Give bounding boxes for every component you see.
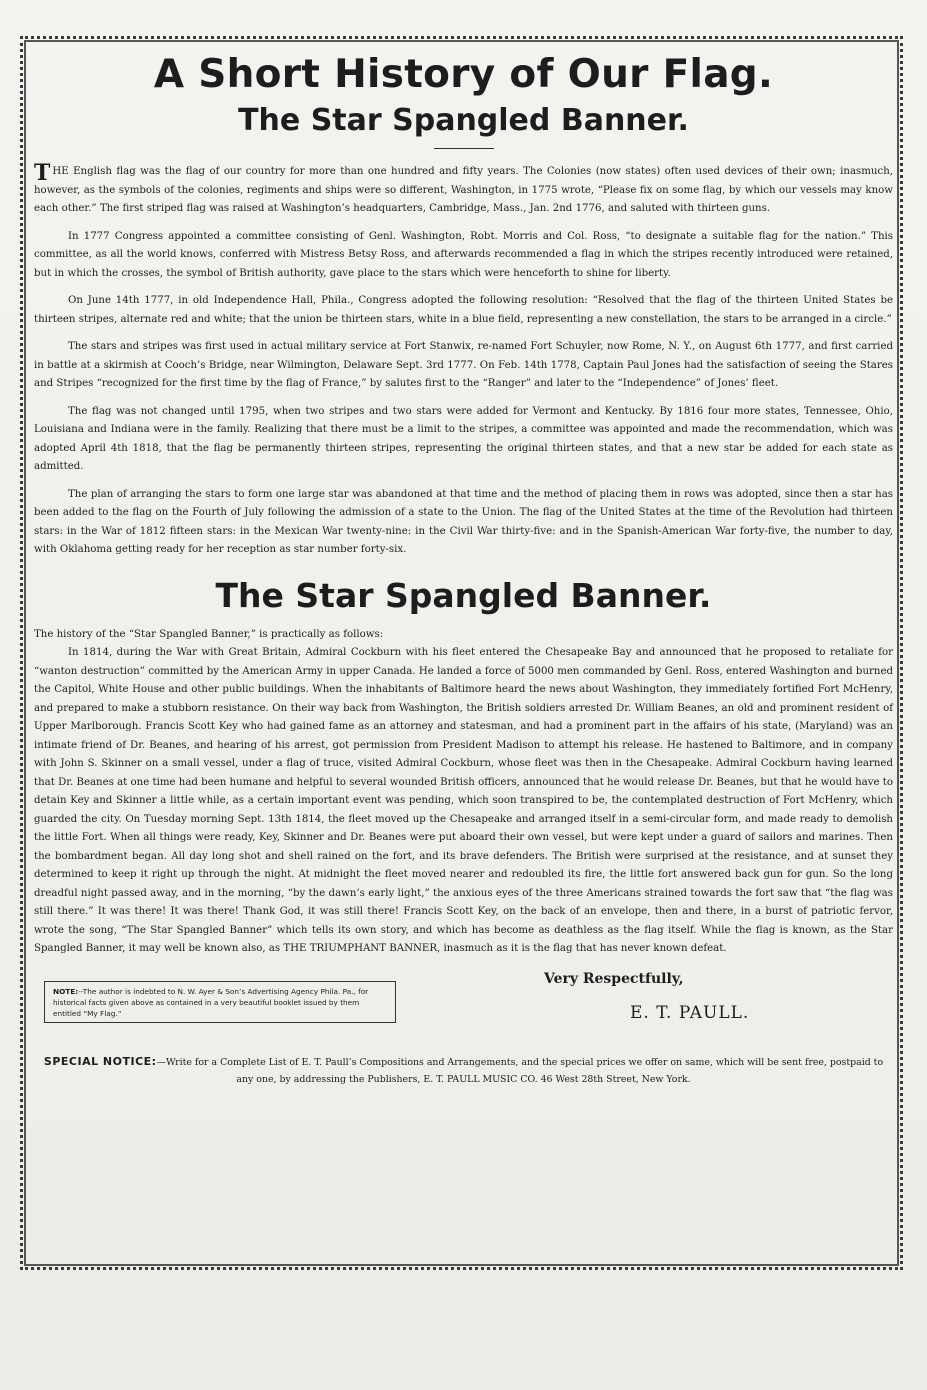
history-paragraph-2: In 1777 Congress appointed a committee consisting of Genl. Washington, Robt. Morris and Col. Ross, “to designate a suitable flag for the nation.” This committee, as all the world knows, conferred with Mistress Betsy Ross, and afterwards recommended a flag in which the stripes recently introduced were retained, but in which the crosses, the symbol of British authority, gave place to the stars which were henceforth to shine for liberty.: [34, 230, 893, 279]
special-notice-text: —Write for a Complete List of E. T. Paull’s Compositions and Arrangements, and the special prices we offer on same, which will be sent free, postpaid to any one, by addressing the Publishers, E. T. PAULL MUSIC CO. 46 West 28th Street, New York.: [156, 1056, 884, 1085]
note-box: [44, 981, 396, 1023]
closing-section: [34, 967, 893, 1037]
history-paragraph-6: The plan of arranging the stars to form one large star was abandoned at that time and the method of placing them in rows was adopted, since then a star has been added to the flag on the Fourth of July following the admission of a state to the Union. The flag of the United States at the time of the Revolution had thirteen stars: in the War of 1812 fifteen stars: in the Mexican War twenty-nine: in the Civil War thirty-five: and in the Spanish-American War forty-five, the number to day, with Oklahoma getting ready for her reception as star number forty-six.: [34, 488, 893, 555]
drop-cap: T: [34, 160, 51, 186]
author-name: E. T. PAULL.: [630, 1002, 750, 1023]
history-paragraph-1: [34, 160, 893, 219]
page-subtitle: The Star Spangled Banner.: [238, 103, 689, 138]
salutation: Very Respectfully,: [544, 970, 684, 987]
history-paragraph-4: The stars and stripes was first used in actual military service at Fort Stanwix, re-named Fort Schuyler, now Rome, N. Y., on August 6th 1777, and first carried in battle at a skirmish at Cooch’s Bridge, near Wilmington, Delaware Sept. 3rd 1777. On Feb. 14th 1778, Captain Paul Jones had the satisfaction of seeing the Stares and Stripes “recognized for the first time by the flag of France,” by salutes first to the “Ranger” and later to the “Independence” of Jones’ fleet.: [34, 341, 893, 389]
history-paragraph-3: On June 14th 1777, in old Independence Hall, Phila., Congress adopted the following resolution: “Resolved that the flag of the thirteen United States be thirteen stripes, alternate red and white; that the union be thirteen stars, white in a blue field, representing a new constellation, the stars to be arranged in a circle.”: [34, 295, 893, 325]
history-paragraph-5: The flag was not changed until 1795, when two stripes and two stars were added for Vermont and Kentucky. By 1816 four more states, Tennessee, Ohio, Louisiana and Indiana were in the family. Realizing that there must be a limit to the stripes, a committee was appointed and made the recommendation, which was adopted April 4th 1818, that the flag be permanently thirteen stripes, representing the original thirteen states, and that a new star be added for each state as admitted.: [34, 405, 893, 472]
history-paragraph-1-text: HE English flag was the flag of our country for more than one hundred and fifty years. The Colonies (now states) often used devices of their own; inasmuch, however, as the symbols of the colonies, regiments and ships were so different, Washington, in 1775 wrote, “Please fix on some flag, by which our vessels may know each other.” The first striped flag was raised at Washington’s headquarters, Cambridge, Mass., Jan. 2nd 1776, and saluted with thirteen guns.: [34, 166, 893, 214]
page-title: A Short History of Our Flag.: [153, 52, 774, 97]
document-body: [34, 52, 893, 1088]
banner-body: In 1814, during the War with Great Britain, Admiral Cockburn with his fleet entered the Chesapeake Bay and announced that he proposed to retaliate for “wanton destruction” committed by the American Army in upper Canada. He landed a force of 5000 men commanded by Genl. Ross, entered Washington and burned the Capitol, White House and other public buildings. When the inhabitants of Baltimore heard the news about Washington, they immediately fortified Fort McHenry, and prepared to make a stubborn resistance. On their way back from Washington, the British soldiers arrested Dr. William Beanes, an old and prominent resident of Upper Marlborough. Francis Scott Key who had gained fame as an attorney and statesman, and had a prominent part in the affairs of his state, (Maryland) was an intimate friend of Dr. Beanes, and hearing of his arrest, got permission from President Madison to attempt his release. He hastened to Baltimore, and in company with John S. Skinner on a small vessel, under a flag of truce, visited Admiral Cockburn, whose fleet was then in the Chesapeake. Admiral Cockburn having learned that Dr. Beanes at one time had been humane and helpful to several wounded British officers, announced that he would release Dr. Beanes, but that he would have to detain Key and Skinner a little while, as a certain important event was pending, which soon transpired to be, the contemplated destruction of Fort McHenry, which guarded the city. On Tuesday morning Sept. 13th 1814, the fleet moved up the Chesapeake and arranged itself in a semi-circular form, and made ready to demolish the little Fort. When all things were ready, Key, Skinner and Dr. Beanes were put aboard their own vessel, but were kept under a guard of sailors and marines. Then the bombardment began. All day long shot and shell rained on the fort, and its brave defenders. The British were surprised at the resistance, and at sunset they determined to keep it right up through the night. At midnight the fleet moved nearer and redoubled its fire, the little fort answered back gun for gun. So the long dreadful night passed away, and in the morning, “by the dawn’s early light,” the anxious eyes of the three Americans strained towards the fort saw that “the flag was still there.” It was there! It was there! Thank God, it was still there! Francis Scott Key, on the back of an envelope, then and there, in a burst of patriotic fervor, wrote the song, “The Star Spangled Banner” which tells its own story, and which has become as deathless as the flag itself. While the flag is known, as the Star Spangled Banner, it may well be known also, as THE TRIUMPHANT BANNER, inasmuch as it is the flag that has never known defeat.: [34, 647, 893, 954]
banner-intro: The history of the “Star Spangled Banner,” is practically as follows:: [34, 628, 384, 640]
banner-heading: The Star Spangled Banner.: [215, 575, 712, 615]
special-notice-label: SPECIAL NOTICE:: [43, 1054, 157, 1068]
note-text: --The author is indebted to N. W. Ayer & Son’s Advertising Agency Phila. Pa., for historical facts given above as contained in a very beautiful booklet issued by them entitled “My Flag.”: [53, 986, 369, 1018]
special-notice: [34, 1053, 893, 1088]
note-label: NOTE:: [53, 986, 79, 996]
title-rule: [434, 148, 494, 149]
